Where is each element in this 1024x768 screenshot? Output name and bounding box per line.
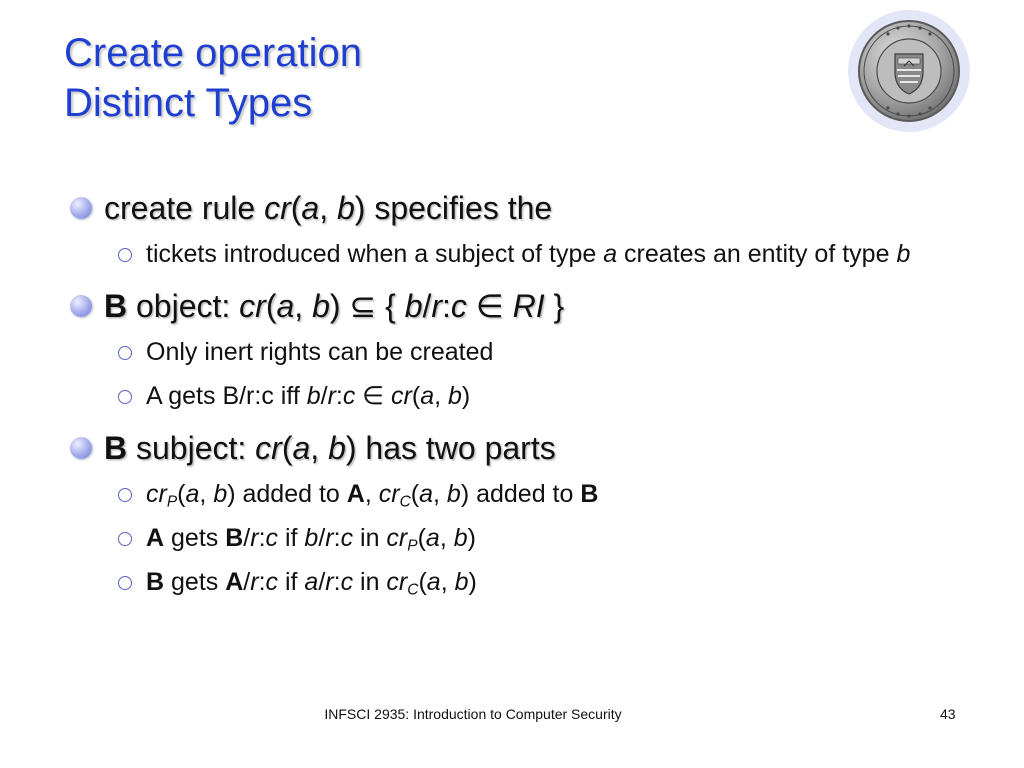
text: P [407,537,418,555]
text: P [166,493,178,511]
text: : [258,568,266,596]
text: , [433,480,447,508]
text: ( [290,190,302,226]
text: r [250,524,259,552]
text: in [353,524,387,552]
text: ( [281,430,293,466]
text: b [453,524,468,552]
bullet-b-object [70,286,960,326]
text: ) [354,190,366,226]
text: if [278,524,305,552]
text: ) [460,480,470,508]
text: , [199,480,214,508]
text: a [425,524,440,552]
text: , [440,568,455,596]
text: create rule [104,190,265,226]
text: b [446,480,461,508]
text: r [431,288,443,324]
text: , [310,430,329,466]
text: ) [227,480,236,508]
text: b [306,382,321,410]
text: ⊆ [340,288,386,324]
bullet-dot-icon [70,437,92,459]
sub-bullet-b-gets [118,564,960,600]
text: has two parts [356,430,556,466]
text: : [333,524,341,552]
text: c [265,568,279,596]
text: added to [469,480,581,508]
slide-body [70,188,960,600]
text: b [896,240,911,268]
text: A gets B/r:c iff [146,382,307,410]
text: cr [255,430,282,466]
sub-bullet-a-gets-b [118,378,960,414]
text: c [265,524,279,552]
text: , [434,382,448,410]
text: B [146,568,165,596]
text: subject: [127,430,256,466]
text: b [448,382,462,410]
text: b [404,288,423,324]
text: C [407,581,419,599]
footer-course-title: INFSCI 2935: Introduction to Computer Security [324,706,622,722]
ring-bullet-icon [118,248,132,262]
text: a [603,240,618,268]
text: b [213,480,228,508]
text: ( [418,568,427,596]
text: gets [164,524,226,552]
text: ) [468,568,477,596]
text: ) [467,524,476,552]
text: Only inert rights can be created [146,338,494,366]
text: a [419,480,433,508]
text: c [340,524,354,552]
text: in [353,568,387,596]
text: ( [177,480,186,508]
text: ( [411,382,421,410]
ring-bullet-icon [118,576,132,590]
text: cr [146,480,167,508]
text: specifies the [365,190,553,226]
text: a [426,568,441,596]
text: a [301,190,320,226]
text: / [422,288,432,324]
text: } [544,288,565,324]
text: tickets introduced when a subject of type [146,240,604,268]
ring-bullet-icon [118,488,132,502]
bullet-dot-icon [70,295,92,317]
text: / [243,568,251,596]
ring-bullet-icon [118,346,132,360]
text: gets [164,568,226,596]
text: / [318,568,326,596]
title-line-1: Create operation [64,31,362,75]
text: ( [410,480,420,508]
text: ∈ [355,382,392,410]
text: a [185,480,200,508]
text: c [450,288,467,324]
text: , [364,480,379,508]
text: { [385,288,405,324]
text: ) [345,430,357,466]
text: creates an entity of type [617,240,897,268]
title-line-2: Distinct Types [64,81,313,125]
bullet-dot-icon [70,197,92,219]
text: r [250,568,259,596]
text: : [258,524,266,552]
text: , [439,524,454,552]
text: a [420,382,435,410]
text: / [320,382,328,410]
text: B [225,524,244,552]
page-number: 43 [940,706,956,722]
text: B [104,288,128,324]
text: b [336,190,355,226]
text: a [292,430,311,466]
text: , [294,288,313,324]
text: b [304,524,319,552]
text: : [442,288,451,324]
text: added to [235,480,347,508]
text: B [580,480,599,508]
text: c [340,568,354,596]
text: cr [264,190,291,226]
ring-bullet-icon [118,390,132,404]
text: : [333,568,341,596]
text: / [318,524,326,552]
text: A [225,568,244,596]
bullet-b-subject [70,428,960,468]
sub-bullet-inert-rights [118,334,960,370]
university-seal-icon [848,10,970,132]
text: A [346,480,365,508]
text: ( [417,524,426,552]
text: cr [386,524,408,552]
slide-title [64,28,362,128]
text: b [312,288,330,324]
text: a [276,288,295,324]
sub-bullet-crp-crc [118,476,960,512]
text: object: [127,288,240,324]
bullet-create-rule [70,188,960,228]
text: B [104,430,128,466]
ring-bullet-icon [118,532,132,546]
text: ( [265,288,277,324]
text: C [399,493,411,511]
text: cr [386,568,408,596]
text: r [325,568,334,596]
text: r [327,382,336,410]
text: cr [239,288,266,324]
text: / [243,524,251,552]
text: ∈ [466,288,513,324]
sub-bullet-a-gets [118,520,960,556]
text: , [319,190,337,226]
text: r [325,524,334,552]
text: RI [512,288,545,324]
text: cr [391,382,412,410]
text: c [342,382,356,410]
text: A [146,524,165,552]
text: a [304,568,319,596]
text: b [454,568,469,596]
sub-bullet-tickets-introduced [118,236,960,272]
text: cr [378,480,400,508]
text: : [335,382,343,410]
text: ) [461,382,471,410]
text: ) [329,288,341,324]
text: if [278,568,305,596]
text: b [328,430,346,466]
